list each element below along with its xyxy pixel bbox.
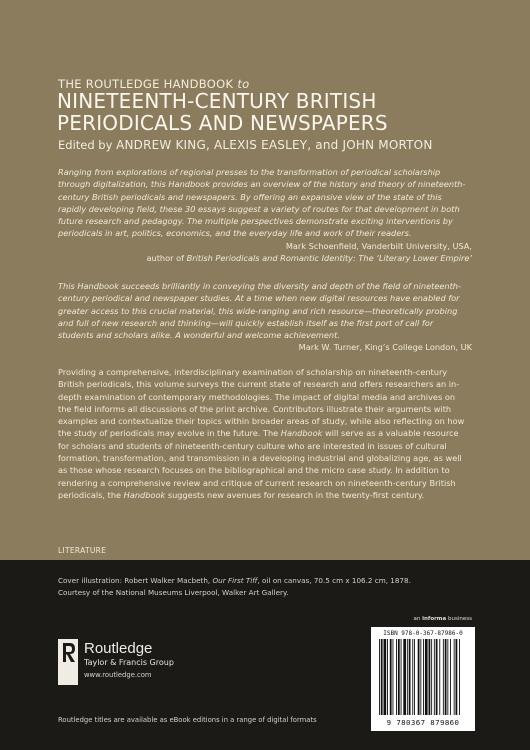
ean-digits: 9 780367 879860 (386, 718, 460, 727)
publisher-name: Routledge (84, 640, 153, 657)
book-title-line1: NINETEENTH-CENTURY BRITISH (57, 89, 377, 113)
isbn-number: ISBN 978-0-367-87986-0 (383, 630, 463, 637)
series-prefix: THE ROUTLEDGE HANDBOOK (58, 77, 234, 91)
routledge-logo-mark (58, 639, 78, 685)
barcode-bar (447, 639, 448, 715)
blurb-handbook-1: Handbook (280, 428, 323, 439)
endorsement-quote-2: This Handbook succeeds brilliantly in conveying the diversity and depth of the field of nineteenth-century periodical and newspaper studies. At a time when new digital resources have enabled for greater access to this crucial material, this wide-ranging and rich resource—theoretically probing and full of new research and thinking—will quickly establish itself as the first port of call for students and scholars alike. A wonderful and welcome achievement. (58, 281, 461, 341)
credit-work-title: Our First Tiff (212, 576, 258, 585)
book-title-line2: PERIODICALS AND NEWSPAPERS (57, 111, 388, 135)
series-to: to (237, 77, 250, 91)
barcode-bar (390, 639, 392, 715)
barcode-bar (409, 639, 411, 715)
barcode-bar (387, 639, 388, 715)
informa-suffix: business (448, 616, 472, 622)
barcode-bar (443, 639, 444, 715)
barcode-bars (373, 639, 473, 717)
barcode-bar (403, 639, 406, 715)
barcode-bar (436, 639, 438, 715)
barcode-bar (425, 639, 428, 715)
back-cover-footer (0, 560, 530, 750)
barcode-bar (454, 639, 455, 715)
barcode-bar (434, 639, 435, 715)
informa-prefix: an (413, 616, 421, 622)
barcode-bar (429, 639, 431, 715)
barcode-bar (381, 639, 383, 715)
barcode-bar (398, 639, 400, 715)
barcode-bar (407, 639, 408, 715)
attribution-1-book-title: British Periodicals and Romantic Identity: The ‘Literary Lower Empire’ (186, 253, 472, 264)
barcode-bar (384, 639, 387, 715)
blurb-handbook-2: Handbook (123, 489, 166, 500)
barcode-bar (379, 639, 380, 715)
barcode-bar (414, 639, 415, 715)
blurb-part2: will serve as a valuable resource for scholars and students of nineteenth-century culture who are interested in issues of cultural formation, transformation, and transmission in a developing industrial and globalizing age, as well as those whose research focuses on the bibliographical and the micro case study. In addition to rendering a comprehensive review and critique of current research on nineteenth-century British periodicals, the (58, 428, 462, 500)
routledge-r-icon (58, 639, 78, 685)
barcode-bar (431, 639, 432, 715)
edited-by-label: Edited by (58, 138, 113, 152)
attribution-1-line2 (147, 252, 472, 264)
barcode-bar (459, 639, 460, 715)
cover-credit-line1 (58, 575, 478, 587)
attribution-1-line1: Mark Schoenfield, Vanderbilt University, USA, (285, 241, 472, 251)
barcode-bar (393, 639, 394, 715)
isbn-barcode (371, 627, 475, 731)
credit-prefix: Cover illustration: Robert Walker Macbeth, (58, 576, 211, 585)
informa-business-label (414, 616, 472, 622)
editors-line (58, 138, 433, 152)
informa-brand: informa (422, 616, 447, 622)
barcode-bar (445, 639, 447, 715)
publisher-group: Taylor & Francis Group (84, 658, 174, 667)
cover-credit (58, 575, 478, 598)
editor-names: ANDREW KING, ALEXIS EASLEY, and JOHN MORTON (116, 138, 433, 152)
barcode-bar (396, 639, 397, 715)
barcode-bar (412, 639, 413, 715)
ebook-note: Routledge titles are available as eBook editions in a range of digital formats (58, 716, 317, 724)
barcode-bar (420, 639, 421, 715)
cover-credit-line2: Courtesy of the National Museums Liverpool, Walker Art Gallery. (58, 587, 289, 597)
blurb-part1: Providing a comprehensive, interdisciplinary examination of scholarship on nineteenth-century British periodicals, this volume surveys the current state of research and offers researchers an in-depth examination of contemporary methodologies. The impact of digital media and archives on the field informs all discussions of the print archive. Contributors illustrate their arguments with examples and contextualize their topics within broader areas of study, while also reflecting on how the study of periodicals may evolve in the future. The (58, 367, 465, 439)
barcode-bar (450, 639, 451, 715)
barcode-bar (439, 639, 440, 715)
credit-suffix: , oil on canvas, 70.5 cm x 106.2 cm, 1878. (257, 576, 411, 585)
barcode-bar (456, 639, 458, 715)
blurb-part3: suggests new avenues for research in the twenty-first century. (167, 489, 425, 500)
attribution-1-prefix: author of (146, 253, 184, 264)
book-description (58, 366, 470, 501)
subject-category: LITERATURE (58, 546, 107, 555)
endorsement-attribution-1 (147, 240, 472, 265)
barcode-bar (423, 639, 424, 715)
endorsement-quote-1: Ranging from explorations of regional presses to the transformation of periodical scholarship through digitalization, this Handbook provides an overview of the history and theory of nineteenth-century British periodicals and newspapers. By offering an expansive view of the state of this rapidly developing field, these 30 essays suggest a variety of routes for that development in both future research and pedagogy. The multiple perspectives demonstrate exciting interventions by periodicals in art, politics, economics, and the everyday life and work of their readers. (58, 167, 466, 239)
barcode-bar (401, 639, 402, 715)
publisher-url: www.routledge.com (84, 671, 152, 679)
book-title (57, 90, 497, 134)
attribution-2-line1: Mark W. Turner, King’s College London, UK (298, 342, 472, 352)
endorsement-attribution-2 (299, 341, 472, 353)
barcode-bar (418, 639, 420, 715)
